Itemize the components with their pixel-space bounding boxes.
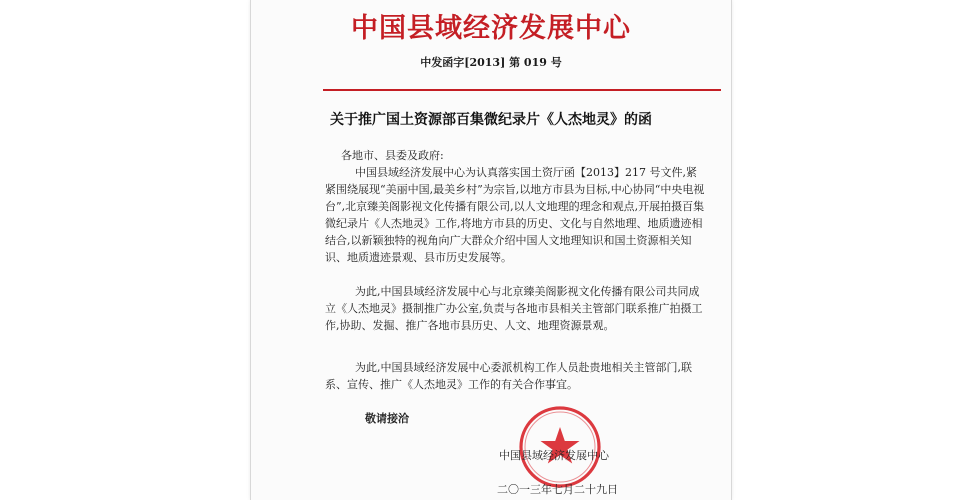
paragraph-3 (325, 359, 705, 393)
paragraph-text: 为此,中国县域经济发展中心委派机构工作人员赴贵地相关主管部门,联系、宣传、推广《人杰地灵》工作的有关合作事宜。 (325, 361, 692, 391)
paragraph-text: 为此,中国县域经济发展中心与北京臻美阁影视文化传播有限公司共同成立《人杰地灵》摄制推广办公室,负责与各地市县相关主管部门联系推广拍摄工作,协助、发掘、推广各地市县历史、人文、地理资源景观。 (325, 285, 703, 332)
document-number: 中发函字[2013] 第 019 号 (420, 56, 562, 69)
paragraph-1 (325, 164, 705, 266)
letter-content (251, 0, 731, 500)
organization-header: 中国县域经济发展中心 (351, 13, 631, 44)
paragraph-text: 中国县域经济发展中心为认真落实国土资厅函【2013】217 号文件,紧紧围绕展现“美丽中国,最美乡村”为宗旨,以地方市县为目标,中心协同“中央电视台”,北京臻美阁影视文化传播有限公司,以人文地理的理念和观点,开展拍摄百集微纪录片《人杰地灵》工作,将地方市县的历史、文化与自然地理、地质遗迹相结合,以新颖独特的视角向广大群众介绍中国人文地理知识和国土资源相关知识、地质遗迹景观、县市历史发展等。 (325, 166, 705, 264)
paragraph-2 (325, 283, 705, 334)
red-divider-line (323, 89, 721, 91)
document-page (250, 0, 732, 500)
document-date: 二〇一三年七月二十九日 (497, 483, 618, 496)
letter-title: 关于推广国土资源部百集微纪录片《人杰地灵》的函 (330, 112, 652, 128)
salutation: 各地市、县委及政府: (341, 149, 444, 162)
closing-phrase: 敬请接洽 (365, 412, 409, 425)
signature-organization: 中国县域经济发展中心 (499, 449, 609, 462)
